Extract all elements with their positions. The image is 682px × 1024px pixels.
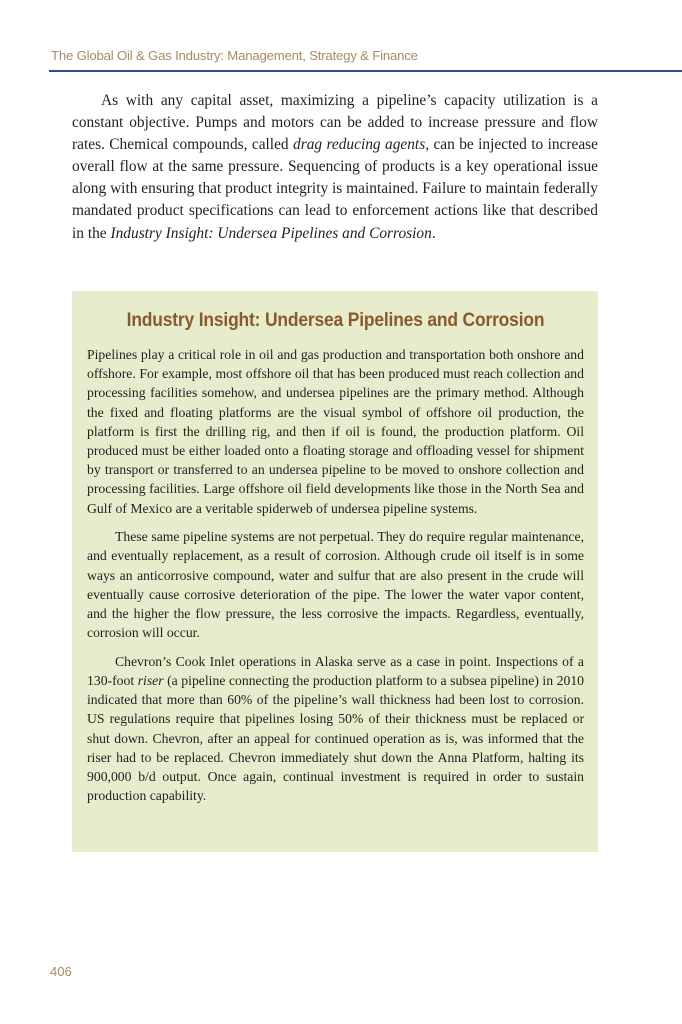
industry-insight-sidebar [72,291,598,852]
body-paragraph-text: As with any capital asset, maximizing a pipeline’s capacity utilization is a constant objective. Pumps and motors can be added to increase pressure and flow rates. Chemical compounds, called [72,92,598,154]
sidebar-paragraph [87,652,584,806]
sidebar-paragraph-text: (a pipeline connecting the production platform to a subsea pipeline) in 2010 indicated that more than 60% of the pipeline’s wall thickness had been lost to corrosion. US regulations require that pipelines losing 50% of their thickness must be replaced or shut down. Chevron, after an appeal for continued operation as is, was informed that the riser had to be replaced. Chevron immediately shut down the Anna Platform, halting its 900,000 b/d output. Once again, continual investment is required in order to sustain production capability. [87,673,585,804]
header-rule [49,70,682,72]
sidebar-paragraph-text: Chevron’s Cook Inlet operations in Alaska serve as a case in point. Inspections of a 130-foot [87,653,584,689]
italic-reference: Industry Insight: Undersea Pipelines and Corrosion [110,224,432,242]
body-text [72,90,598,245]
sidebar-paragraph: These same pipeline systems are not perpetual. They do require regular maintenance, and eventually replacement, as a result of corrosion. Although crude oil itself is in some ways an anticorrosive compound, water and sulfur that are also present in the crude will eventually cause corrosive deterioration of the pipe. The lower the water vapor content, and the higher the flow pressure, the less corrosive the impacts. Regardless, eventually, corrosion will occur. [87,529,584,641]
body-paragraph-text: . [431,224,436,242]
sidebar-title: Industry Insight: Undersea Pipelines and Corrosion [126,309,545,331]
running-head: The Global Oil & Gas Industry: Management, Strategy & Finance [51,48,418,63]
italic-term: riser [137,673,164,689]
body-paragraph-text: , can be injected to increase overall flow at the same pressure. Sequencing of products is a key operational issue along with ensuring that product integrity is maintained. Failure to maintain federally mandated product specifications can lead to enforcement actions like that described in the [72,136,598,242]
page-number: 406 [50,964,72,979]
sidebar-paragraph: Pipelines play a critical role in oil and gas production and transportation both onshore and offshore. For example, most offshore oil that has been produced must reach collection and processing facilities somehow, and undersea pipelines are the primary method. Although the fixed and floating platforms are the visual symbol of offshore oil production, the platform is first the drilling rig, and then if oil is found, the production platform. Oil produced must be either loaded onto a floating storage and offloading vessel for shipment by transport or transferred to an undersea pipeline to be moved to onshore collection and processing facilities. Large offshore oil field developments like those in the North Sea and Gulf of Mexico are a veritable spiderweb of undersea pipeline systems. [87,347,584,516]
body-paragraph [72,90,598,245]
italic-term: drag reducing agents [293,136,426,154]
